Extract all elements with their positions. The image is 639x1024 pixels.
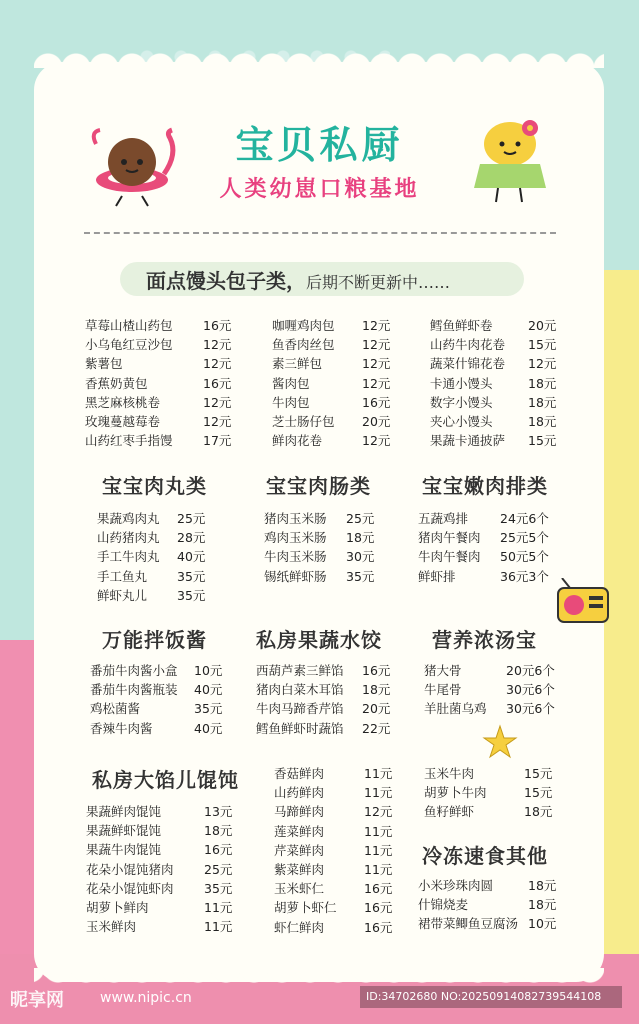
menu-item xyxy=(264,528,394,547)
menu-item-price: 20元 xyxy=(528,318,557,333)
menu-item xyxy=(256,699,396,718)
meatball-list xyxy=(97,509,227,605)
menu-item-name: 马蹄鲜肉 xyxy=(274,804,325,820)
menu-item xyxy=(418,547,568,566)
menu-item-price: 11元 xyxy=(364,861,393,877)
menu-item-name: 果蔬牛肉馄饨 xyxy=(86,842,162,858)
menu-item-price: 20元 xyxy=(362,701,391,717)
menu-item xyxy=(85,316,235,335)
menu-item-price: 18元 xyxy=(528,878,557,893)
menu-item-price: 12元 xyxy=(362,337,391,353)
category-sausage: 宝宝肉肠类 xyxy=(266,470,371,498)
menu-item xyxy=(90,680,230,699)
menu-item xyxy=(256,661,396,680)
menu-item-name: 番茄牛肉酱瓶装 xyxy=(90,682,178,698)
menu-item-price: 10元 xyxy=(194,663,223,678)
menu-item xyxy=(97,547,227,566)
menu-item-name: 草莓山楂山药包 xyxy=(85,318,173,333)
menu-item xyxy=(85,393,235,412)
menu-item-name: 牛尾骨 xyxy=(424,682,462,698)
menu-item xyxy=(424,802,554,821)
menu-item-name: 蔬菜什锦花卷 xyxy=(430,356,506,372)
category-meatball: 宝宝肉丸类 xyxy=(102,470,207,498)
menu-item-price: 11元 xyxy=(204,919,233,935)
menu-item-name: 手工鱼丸 xyxy=(97,568,148,584)
frozen-list xyxy=(418,876,568,934)
menu-item-name: 猪大骨 xyxy=(424,663,462,678)
wonton-list-col3 xyxy=(424,764,554,822)
watermark-brand: 昵享网 xyxy=(10,990,64,1011)
menu-item-price: 16元 xyxy=(362,663,391,678)
menu-item-price: 30元6个 xyxy=(506,682,555,698)
menu-item-name: 数字小馒头 xyxy=(430,394,493,410)
dumpling-list xyxy=(256,661,396,738)
menu-item-price: 22元 xyxy=(362,720,391,736)
menu-item-name: 香辣牛肉酱 xyxy=(90,720,153,736)
menu-item xyxy=(418,567,568,586)
menu-item xyxy=(430,412,580,431)
menu-item-price: 18元 xyxy=(362,682,391,698)
starfish-icon xyxy=(482,724,518,760)
menu-item-name: 鲜虾丸儿 xyxy=(97,587,148,603)
menu-item-name: 五蔬鸡排 xyxy=(418,511,469,526)
menu-item-price: 12元 xyxy=(362,375,391,391)
menu-item-price: 18元 xyxy=(528,375,557,391)
menu-item-price: 12元 xyxy=(362,356,391,372)
menu-item-name: 猪肉白菜木耳馅 xyxy=(256,682,344,698)
menu-item xyxy=(256,680,396,699)
menu-item-name: 猪肉玉米肠 xyxy=(264,511,327,526)
menu-item-price: 40元 xyxy=(194,720,223,736)
menu-item-name: 山药红枣手指馒 xyxy=(85,433,173,449)
soup-list xyxy=(424,661,564,719)
menu-item-price: 16元 xyxy=(204,842,233,858)
menu-item xyxy=(424,764,554,783)
menu-item xyxy=(418,509,568,528)
menu-item xyxy=(97,567,227,586)
menu-item-price: 12元 xyxy=(362,318,391,333)
menu-item-price: 16元 xyxy=(362,394,391,410)
menu-item xyxy=(272,374,422,393)
menu-item-name: 果蔬鲜虾馄饨 xyxy=(86,823,162,839)
menu-item-name: 小米珍珠肉圆 xyxy=(418,878,494,893)
menu-item-name: 猪肉午餐肉 xyxy=(418,530,481,546)
menu-item-name: 鳕鱼鲜虾卷 xyxy=(430,318,493,333)
menu-item-price: 11元 xyxy=(364,823,393,839)
menu-item-price: 16元 xyxy=(364,900,393,916)
menu-item-price: 18元 xyxy=(528,897,557,913)
category-dumpling: 私房果蔬水饺 xyxy=(256,624,382,652)
menu-item-price: 18元 xyxy=(346,530,375,546)
menu-item-name: 山药牛肉花卷 xyxy=(430,337,506,353)
wonton-list-col2 xyxy=(274,764,404,937)
menu-item xyxy=(274,822,404,841)
menu-item xyxy=(272,393,422,412)
menu-item xyxy=(86,898,236,917)
menu-item-price: 35元 xyxy=(177,587,206,603)
menu-item xyxy=(274,841,404,860)
menu-item-price: 15元 xyxy=(524,766,553,781)
menu-item-price: 16元 xyxy=(364,881,393,897)
menu-item-name: 山药猪肉丸 xyxy=(97,530,160,546)
menu-item-name: 手工牛肉丸 xyxy=(97,549,160,565)
menu-item-name: 果蔬卡通披萨 xyxy=(430,433,506,449)
menu-item-name: 玉米虾仁 xyxy=(274,881,325,897)
wonton-list-col1 xyxy=(86,802,236,936)
menu-item-price: 18元 xyxy=(524,804,553,820)
menu-item-price: 40元 xyxy=(194,682,223,698)
bun-section-note: 后期不断更新中…… xyxy=(306,273,451,292)
menu-item-price: 11元 xyxy=(364,785,393,801)
menu-item-price: 40元 xyxy=(177,549,206,565)
menu-item-price: 18元 xyxy=(528,413,557,429)
menu-item-price: 25元 xyxy=(346,511,375,526)
menu-item-name: 花朵小馄饨猪肉 xyxy=(86,861,174,877)
menu-item xyxy=(90,661,230,680)
menu-item-name: 胡萝卜牛肉 xyxy=(424,785,487,801)
menu-item xyxy=(86,879,236,898)
menu-item-price: 16元 xyxy=(203,375,232,391)
menu-item xyxy=(272,431,422,450)
menu-item-name: 紫薯包 xyxy=(85,356,123,372)
sausage-list xyxy=(264,509,394,586)
patty-list xyxy=(418,509,568,586)
menu-item-name: 酱肉包 xyxy=(272,375,310,391)
menu-item-price: 15元 xyxy=(528,337,557,353)
menu-item xyxy=(274,783,404,802)
card-wave-top xyxy=(34,46,604,68)
watermark-url: www.nipic.cn xyxy=(100,990,192,1006)
category-sauce: 万能拌饭酱 xyxy=(102,624,207,652)
menu-item xyxy=(274,918,404,937)
menu-item-name: 牛肉玉米肠 xyxy=(264,549,327,565)
menu-item-price: 36元3个 xyxy=(500,568,549,584)
menu-item-price: 12元 xyxy=(203,337,232,353)
menu-item xyxy=(418,914,568,933)
menu-item-name: 咖喱鸡肉包 xyxy=(272,318,335,333)
menu-item-name: 番茄牛肉酱小盒 xyxy=(90,663,178,678)
menu-item xyxy=(264,567,394,586)
menu-item xyxy=(85,354,235,373)
menu-item-name: 牛肉马蹄香芹馅 xyxy=(256,701,344,717)
menu-item-name: 什锦烧麦 xyxy=(418,897,469,913)
menu-item-price: 12元 xyxy=(362,433,391,449)
menu-item-price: 25元 xyxy=(204,861,233,877)
menu-item-price: 16元 xyxy=(364,919,393,935)
menu-item-name: 山药鲜肉 xyxy=(274,785,325,801)
menu-item-name: 羊肚菌乌鸡 xyxy=(424,701,487,717)
menu-item xyxy=(274,860,404,879)
menu-item-price: 50元5个 xyxy=(500,549,549,565)
menu-item xyxy=(274,898,404,917)
menu-item-name: 鱼籽鲜虾 xyxy=(424,804,475,820)
menu-item-price: 12元 xyxy=(528,356,557,372)
menu-item-price: 30元 xyxy=(346,549,375,565)
menu-item-name: 花朵小馄饨虾肉 xyxy=(86,880,174,896)
menu-item-name: 虾仁鲜肉 xyxy=(274,919,325,935)
menu-item-price: 15元 xyxy=(528,433,557,449)
menu-item-price: 11元 xyxy=(364,842,393,858)
menu-item-name: 香蕉奶黄包 xyxy=(85,375,148,391)
menu-item-name: 牛肉包 xyxy=(272,394,310,410)
menu-item xyxy=(430,431,580,450)
dashed-divider xyxy=(84,232,556,234)
menu-item-name: 芝士肠仔包 xyxy=(272,413,335,429)
page-title: 宝贝私厨 xyxy=(235,123,404,167)
menu-item xyxy=(272,335,422,354)
menu-item-price: 18元 xyxy=(528,394,557,410)
menu-item xyxy=(97,586,227,605)
bun-list-col3 xyxy=(430,316,580,450)
page-subtitle: 人类幼崽口粮基地 xyxy=(219,177,420,202)
menu-item-name: 卡通小馒头 xyxy=(430,375,493,391)
menu-item xyxy=(90,699,230,718)
menu-item xyxy=(272,316,422,335)
menu-item-price: 18元 xyxy=(204,823,233,839)
menu-item xyxy=(97,528,227,547)
menu-item-name: 鸡松菌酱 xyxy=(90,701,141,717)
bun-list-col1 xyxy=(85,316,235,450)
menu-item-name: 香菇鲜肉 xyxy=(274,766,325,781)
bun-section-heading xyxy=(146,265,450,294)
menu-item-name: 小乌龟红豆沙包 xyxy=(85,337,173,353)
menu-item xyxy=(272,354,422,373)
menu-item xyxy=(90,719,230,738)
menu-item-price: 12元 xyxy=(203,413,232,429)
menu-item-name: 牛肉午餐肉 xyxy=(418,549,481,565)
menu-item xyxy=(86,821,236,840)
menu-item xyxy=(256,719,396,738)
radio-icon xyxy=(556,578,612,626)
menu-item-price: 35元 xyxy=(194,701,223,717)
menu-item-name: 鳕鱼鲜虾时蔬馅 xyxy=(256,720,344,736)
menu-item-name: 锡纸鲜虾肠 xyxy=(264,568,327,584)
menu-item xyxy=(274,879,404,898)
menu-item-name: 玫瑰蔓越莓卷 xyxy=(85,413,161,429)
menu-item-price: 35元 xyxy=(177,568,206,584)
menu-item-price: 20元 xyxy=(362,413,391,429)
menu-item-name: 鸡肉玉米肠 xyxy=(264,530,327,546)
menu-item xyxy=(274,764,404,783)
category-wonton: 私房大馅儿馄饨 xyxy=(92,764,239,792)
menu-item-name: 裙带菜鲫鱼豆腐汤 xyxy=(418,916,519,932)
menu-item-price: 25元5个 xyxy=(500,530,549,546)
menu-item xyxy=(85,335,235,354)
menu-item-price: 12元 xyxy=(364,804,393,820)
menu-item xyxy=(86,840,236,859)
menu-item xyxy=(424,680,564,699)
menu-item xyxy=(418,895,568,914)
menu-item-name: 鱼香肉丝包 xyxy=(272,337,335,353)
menu-item xyxy=(430,393,580,412)
sauce-list xyxy=(90,661,230,738)
menu-item xyxy=(86,860,236,879)
menu-item-price: 12元 xyxy=(203,356,232,372)
menu-item xyxy=(424,661,564,680)
menu-item xyxy=(274,802,404,821)
menu-item xyxy=(272,412,422,431)
menu-item-name: 玉米鲜肉 xyxy=(86,919,137,935)
menu-item xyxy=(97,509,227,528)
menu-item-price: 12元 xyxy=(203,394,232,410)
menu-item-name: 鲜虾排 xyxy=(418,568,456,584)
menu-item xyxy=(430,374,580,393)
menu-item-name: 鲜肉花卷 xyxy=(272,433,323,449)
menu-item-price: 11元 xyxy=(204,899,233,915)
menu-item-name: 素三鲜包 xyxy=(272,356,323,372)
menu-item-name: 芹菜鲜肉 xyxy=(274,842,325,858)
menu-item xyxy=(418,876,568,895)
menu-item xyxy=(86,802,236,821)
bun-section-title: 面点馒头包子类， xyxy=(146,269,306,293)
menu-item-name: 莲菜鲜肉 xyxy=(274,823,325,839)
watermark-id: ID:34702680 NO:20250914082739544108 xyxy=(360,986,622,1008)
menu-item-price: 17元 xyxy=(203,433,232,449)
menu-item-price: 30元6个 xyxy=(506,701,555,717)
category-frozen: 冷冻速食其他 xyxy=(422,840,548,868)
menu-item xyxy=(86,917,236,936)
menu-item xyxy=(430,354,580,373)
menu-item-price: 24元6个 xyxy=(500,511,549,526)
category-soup: 营养浓汤宝 xyxy=(432,624,537,652)
menu-item-name: 果蔬鸡肉丸 xyxy=(97,511,160,526)
menu-item xyxy=(85,431,235,450)
menu-item xyxy=(264,547,394,566)
menu-item xyxy=(264,509,394,528)
menu-item-price: 11元 xyxy=(364,766,393,781)
menu-item-price: 15元 xyxy=(524,785,553,801)
menu-item-name: 果蔬鲜肉馄饨 xyxy=(86,804,162,819)
bun-list-col2 xyxy=(272,316,422,450)
menu-item-name: 西葫芦素三鲜馅 xyxy=(256,663,344,678)
menu-item-price: 25元 xyxy=(177,511,206,526)
menu-item-price: 13元 xyxy=(204,804,233,819)
menu-item xyxy=(430,316,580,335)
menu-item-name: 紫菜鲜肉 xyxy=(274,861,325,877)
menu-item-price: 28元 xyxy=(177,530,206,546)
menu-item-name: 玉米牛肉 xyxy=(424,766,475,781)
menu-item-name: 夹心小馒头 xyxy=(430,413,493,429)
menu-item xyxy=(424,783,554,802)
menu-item xyxy=(418,528,568,547)
menu-item-name: 黑芝麻核桃卷 xyxy=(85,394,161,410)
menu-item xyxy=(85,374,235,393)
menu-item xyxy=(85,412,235,431)
menu-item xyxy=(424,699,564,718)
category-patty: 宝宝嫩肉排类 xyxy=(422,470,548,498)
menu-item-price: 16元 xyxy=(203,318,232,333)
menu-item-price: 10元 xyxy=(528,916,557,932)
menu-item-name: 胡萝卜鲜肉 xyxy=(86,899,149,915)
menu-item-price: 20元6个 xyxy=(506,663,555,678)
menu-item-price: 35元 xyxy=(204,880,233,896)
menu-item xyxy=(430,335,580,354)
menu-item-name: 胡萝卜虾仁 xyxy=(274,900,337,916)
menu-item-price: 35元 xyxy=(346,568,375,584)
